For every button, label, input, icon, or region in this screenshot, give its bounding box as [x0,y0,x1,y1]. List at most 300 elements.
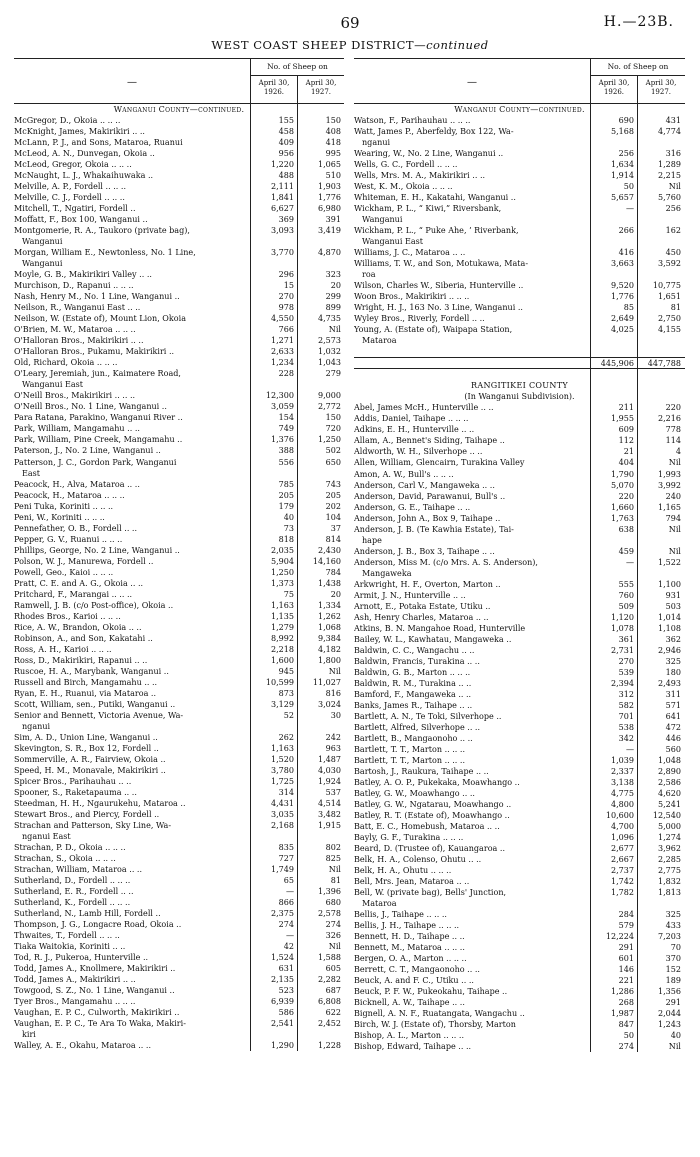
sheep-count-1927: 537 [325,787,341,797]
table-row [354,313,685,324]
owner-name-address: Russell and Birch, Mangamahu .. .. [14,677,158,687]
table-row [354,424,685,435]
table-row [14,666,344,677]
sheep-count-1926: 65 [283,876,294,886]
table-row [14,776,344,787]
sheep-count-1926: 2,667 [610,855,634,865]
sheep-count-1927: 2,573 [317,336,341,346]
sheep-count-1927: 2,282 [317,975,341,985]
owner-name-address: O'Leary, Jeremiah, jun., Kaimatere Road, [14,369,181,379]
sheep-count-1927: 325 [665,910,681,920]
table-row [14,192,344,203]
sheep-count-1927: 1,776 [317,193,341,203]
table-row [14,313,344,324]
sheep-count-1927: 274 [325,920,341,930]
sheep-count-1927: 2,452 [317,1019,341,1029]
sheep-count-1926: 785 [278,479,294,489]
sheep-count-1927: 641 [665,711,681,721]
sheep-count-1927: 408 [325,127,341,137]
table-row [14,479,344,490]
sheep-count-1927: 1,588 [317,953,341,963]
sheep-count-1927: 1,832 [657,877,681,887]
owner-name-address: Strachan, William, Mataroa .. .. [14,865,143,875]
sheep-count-1926: 1,987 [610,1009,634,1019]
header-dash: — [127,77,137,88]
sheep-count-1927: 2,285 [657,855,681,865]
table-row [354,623,685,634]
sheep-count-1926: 3,093 [270,226,294,236]
table-row [14,754,344,765]
sheep-count-1927: 370 [665,954,681,964]
sheep-count-1927: 2,578 [317,909,341,919]
table-row [354,247,685,258]
table-row [14,699,344,710]
table-row [354,546,685,557]
table-row [354,469,685,480]
sheep-count-1927: 70 [670,943,681,953]
table-row [14,434,344,445]
owner-name-address: Old, Richard, Okoia .. .. .. [14,358,118,368]
table-row [14,611,344,622]
owner-name-address: Berrett, C. T., Mangaonoho .. .. [354,965,480,975]
owner-name-address: Mitchell, T., Ngatiri, Fordell .. [14,204,136,214]
sheep-count-1926: 6,627 [270,204,294,214]
sheep-count-1927: 502 [325,446,341,456]
owner-name-address: Ryan, E. H., Ruanui, via Mataroa .. [14,688,157,698]
owner-name-address: McGregor, D., Okoia .. .. .. [14,116,121,126]
table-row [354,291,685,302]
sheep-count-1927: 1,487 [317,754,341,764]
sheep-count-1926: 1,660 [610,502,634,512]
header-date-1926: April 30, 1926. [250,75,297,103]
sheep-count-1927: Nil [668,458,681,468]
table-row [354,887,685,898]
table-row [354,402,685,413]
owner-name-address: Bailey, W. L., Kawhatau, Mangaweka .. [354,634,512,644]
sheep-count-1927: 299 [325,292,341,302]
table-row [354,788,685,799]
owner-name-address: Baldwin, R. M., Turakina .. .. [354,678,472,688]
sheep-count-1926: 1,220 [270,160,294,170]
sheep-count-1926: 6,939 [270,997,294,1007]
sheep-count-1927: 150 [325,413,341,423]
table-row [354,148,685,159]
sheep-count-1927: 2,215 [657,171,681,181]
sheep-count-1926: 274 [278,920,294,930]
sheep-count-1927: 899 [325,303,341,313]
owner-name-address: Ruscoe, H. A., Marybank, Wanganui .. [14,666,169,676]
table-row [14,302,344,313]
owner-name-address: Bamford, F., Mangaweka .. .. [354,689,472,699]
sheep-count-1926: 1,234 [270,358,294,368]
owner-name-address: Steedman, H. H., Ngaurukehu, Mataroa .. [14,798,186,808]
sheep-count-1926: 369 [278,215,294,225]
sheep-count-1926: 1,039 [610,755,634,765]
table-row [14,930,344,941]
owner-name-address: Belk, H. A., Colenso, Ohutu .. .. [354,855,482,865]
table-row [354,346,685,357]
owner-name-address: Tyer Bros., Mangamahu .. .. .. [14,997,136,1007]
sheep-count-1927: 1,289 [657,160,681,170]
column-rule [637,104,638,1052]
table-row [354,722,685,733]
owner-name-address: McLann, P. J., and Sons, Mataroa, Ruanui [14,138,183,148]
table-row [354,502,685,513]
sheep-count-1927: 12,540 [652,810,681,820]
table-row [14,765,344,776]
sheep-count-1926: 2,375 [270,909,294,919]
right-column [354,58,685,1052]
sheep-count-1927: 1,396 [317,887,341,897]
sheep-count-1927: 220 [665,403,681,413]
sheep-count-1927: 202 [325,501,341,511]
table-row [14,952,344,963]
table-row [354,524,685,535]
sheep-count-1927: Nil [668,182,681,192]
sheep-count-1927: 37 [330,523,341,533]
table-row [14,996,344,1007]
owner-name-address: Strachan, P. D., Okoia .. .. .. [14,843,126,853]
owner-name-address: Bicknell, A. W., Taihape .. .. [354,998,465,1008]
owner-name-address: Sommerville, A. R., Fairview, Okoia .. [14,754,166,764]
sheep-count-1927: 1,065 [317,160,341,170]
section-heading [354,380,685,391]
sheep-count-1927: 2,216 [657,414,681,424]
sheep-count-1926: 42 [283,942,294,952]
table-row [354,678,685,689]
sheep-count-1927: 1,915 [317,821,341,831]
owner-name-address: nganui [22,721,51,731]
owner-name-address: Bartlett, T. T., Marton .. .. .. [354,744,466,754]
sheep-count-1927: 503 [665,601,681,611]
table-row [14,159,344,170]
sheep-count-1927: 4,155 [657,325,681,335]
sheep-count-1927: 1,903 [317,182,341,192]
owner-name-address: Pritchard, F., Marangai .. .. .. [14,589,133,599]
table-row [354,865,685,876]
owner-name-address: Wright, H. J., 163 No. 3 Line, Wanganui .. [354,303,523,313]
sheep-count-1926: 2,633 [270,347,294,357]
sheep-count-1927: 622 [325,1008,341,1018]
row-continuation [354,269,685,280]
owner-name-address: Ash, Henry Charles, Mataroa .. .. [354,612,489,622]
sheep-count-1926: 1,120 [610,612,634,622]
sheep-count-1927: 362 [665,634,681,644]
sheep-count-1927: 472 [665,722,681,732]
sheep-count-1926: 5,657 [610,193,634,203]
owner-name-address: Abel, James McH., Hunterville .. .. [354,403,494,413]
table-row [14,346,344,357]
owner-name-address: Bishop, A. L., Marton .. .. .. [354,1031,465,1041]
sheep-count-1926: 52 [283,710,294,720]
table-row [354,1008,685,1019]
owner-name-address: nganui [362,138,391,148]
owner-name-address: Aldworth, W. H., Silverhope .. .. [354,447,483,457]
owner-name-address: Batley, R. T. (Estate of), Moawhango .. [354,810,510,820]
owner-name-address: Senior and Bennett, Victoria Avenue, Wa- [14,710,184,720]
owner-name-address: Park, William, Pine Creek, Mangamahu .. [14,435,183,445]
sheep-count-1926: — [285,931,294,941]
owner-name-address: Nash, Henry M., No. 1 Line, Wanganui .. [14,292,180,302]
owner-name-address: Mataroa [362,899,397,909]
sheep-count-1927: Nil [328,666,341,676]
table-row [354,766,685,777]
sheep-count-1926: 2,218 [270,644,294,654]
owner-name-address: Rice, A. W., Brandon, Okoia .. .. [14,622,142,632]
owner-name-address: Woon Bros., Makirikiri .. .. .. [354,292,470,302]
table-row [14,919,344,930]
sheep-count-1927: 9,384 [317,633,341,643]
sheep-count-1926: 690 [618,116,634,126]
table-row [354,711,685,722]
sheep-count-1926: 978 [278,303,294,313]
sheep-count-1927: 189 [665,976,681,986]
table-row [354,369,685,380]
table-row [14,423,344,434]
sheep-count-1927: Nil [668,546,681,556]
sheep-count-1926: 228 [278,369,294,379]
sheep-count-1926: 1,163 [270,743,294,753]
owner-name-address: O'Halloran Bros., Pukamu, Makirikiri .. [14,347,175,357]
table-row [14,501,344,512]
owner-name-address: Bell, W. (private bag), Bells' Junction, [354,888,507,898]
table-row [354,876,685,887]
table-row [354,457,685,468]
sheep-count-1927: 687 [325,986,341,996]
sheep-count-1926: 4,431 [270,798,294,808]
owner-name-address: Speed, H. M., Monavale, Makirikiri .. [14,765,166,775]
owner-name-address: Adkins, E. H., Hunterville .. .. [354,425,475,435]
sheep-count-1927: 14,160 [312,556,341,566]
section-heading [354,104,685,115]
table-row [354,799,685,810]
sheep-count-1926: 85 [623,303,634,313]
table-row [354,557,685,568]
sheep-count-1927: 3,992 [657,480,681,490]
table-row [354,126,685,137]
table-row [14,512,344,523]
sheep-count-1926: 50 [623,1031,634,1041]
sheep-count-1927: 11,027 [312,677,341,687]
sheep-count-1926: 10,599 [265,677,294,687]
sheep-count-1926: 458 [278,127,294,137]
owner-name-address: Arnott, E., Potaka Estate, Utiku .. [354,601,491,611]
sheep-count-1926: 1,290 [270,1041,294,1051]
owner-name-address: Peacock, H., Mataroa .. .. .. [14,490,125,500]
table-row [354,159,685,170]
owner-name-address: hape [362,535,382,545]
owner-name-address: Bartlett, Alfred, Silverhope .. .. [354,722,481,732]
sheep-count-1927: 446 [665,733,681,743]
sheep-count-1927: 6,808 [317,997,341,1007]
owner-name-address: Montgomerie, R. A., Taukoro (private bag), [14,226,190,236]
table-row [14,412,344,423]
sheep-count-1926: 5,070 [610,480,634,490]
sheep-count-1927: 325 [665,656,681,666]
sheep-count-1926: 21 [623,447,634,457]
owner-name-address: Anderson, J. B., Box 3, Taihape .. .. [354,546,495,556]
row-continuation [14,379,344,390]
sheep-count-1927: 2,430 [317,545,341,555]
left-table-body [14,104,344,1051]
owner-name-address: roa [362,270,376,280]
owner-name-address: Neilson, W. (Estate of), Mount Lion, Okoia [14,314,186,324]
sheep-count-1926: 1,524 [270,953,294,963]
table-row [14,1018,344,1029]
right-table-body [354,104,685,1052]
table-row [354,700,685,711]
sheep-count-1926: 221 [618,976,634,986]
owner-name-address: Wickham, P. L., “ Puke Ahe, ’ Riverbank, [354,226,519,236]
owner-name-address: Pepper, G. V., Ruanui .. .. .. [14,534,123,544]
owner-name-address: Wearing, W., No. 2 Line, Wanganui .. [354,149,504,159]
owner-name-address: Beuck, A. and F. C., Utiku .. .. [354,976,474,986]
table-row [14,710,344,721]
owner-name-address: Ross, A. H., Karioi .. .. .. [14,644,112,654]
table-row [354,942,685,953]
table-row [14,897,344,908]
sheep-count-1926: 1,078 [610,623,634,633]
table-row [354,324,685,335]
sheep-count-1926: 2,394 [610,678,634,688]
owner-name-address: Paterson, J., No. 2 Line, Wanganui .. [14,446,161,456]
sheep-count-1927: 720 [325,424,341,434]
owner-name-address: Ross, D., Makirikiri, Rapanui .. .. [14,655,148,665]
owner-name-address: Anderson, Miss M. (c/o Mrs. A. S. Anderson), [354,557,538,567]
table-row [14,886,344,897]
sheep-count-1926: 866 [278,898,294,908]
owner-name-address: Wells, G. C., Fordell .. .. .. [354,160,458,170]
sheep-count-1927: 4,774 [657,127,681,137]
owner-name-address: Addis, Daniel, Taihape .. .. .. [354,414,469,424]
owner-name-address: Baldwin, C. C., Wangachu .. .. [354,645,475,655]
sheep-count-1926: 523 [278,986,294,996]
owner-name-address: Powell, Geo., Kaioi .. .. .. [14,567,114,577]
owner-name-address: Armit, J. N., Hunterville .. .. [354,590,466,600]
sheep-count-1926: 539 [618,667,634,677]
owner-name-address: Bergen, O. A., Marton .. .. .. [354,954,467,964]
sheep-count-1927: 81 [670,303,681,313]
column-rule [297,104,298,1051]
sheep-count-1927: 560 [665,744,681,754]
table-row [14,622,344,633]
row-continuation [354,898,685,909]
row-continuation [14,468,344,479]
row-continuation [14,1029,344,1040]
table-row [14,963,344,974]
table-row [14,589,344,600]
table-row [14,578,344,589]
sheep-count-1926: 416 [618,248,634,258]
sheep-count-1926: 155 [278,116,294,126]
owner-name-address: Wells, Mrs. M. A., Makirikiri .. .. [354,171,486,181]
table-row [354,986,685,997]
owner-name-address: Stewart Bros., and Piercy, Fordell .. [14,810,160,819]
table-row [14,401,344,412]
sheep-count-1926: 2,677 [610,844,634,854]
sheep-count-1926: 1,096 [610,833,634,843]
row-continuation [354,335,685,346]
table-row [14,556,344,567]
sheep-count-1926: 75 [283,589,294,599]
sheep-count-1926: 1,782 [610,888,634,898]
sheep-count-1927: 9,000 [317,391,341,401]
sheep-count-1926: 818 [278,534,294,544]
sheep-count-1927: 162 [665,226,681,236]
sheep-count-1927: 4,182 [317,644,341,654]
owner-name-address: Wanganui County—continued. [113,105,245,114]
owner-name-address: Batley, A. O. P., Pukekaka, Moawhango .. [354,777,520,787]
header-dash: — [467,77,477,88]
sheep-count-1927: 784 [325,567,341,577]
right-table-header [354,58,685,104]
owner-name-address: Sutherland, E. R., Fordell .. .. [14,887,134,897]
sheep-count-1926: — [625,744,634,754]
sheep-count-1926: 1,725 [270,776,294,786]
table-row [14,203,344,214]
owner-name-address: Watson, F., Parihauhau .. .. .. [354,116,471,126]
sheep-count-1926: 1,841 [270,193,294,203]
sheep-count-1927: 6,980 [317,204,341,214]
sheep-count-1926: 3,780 [270,765,294,775]
sheep-count-1926: 847 [618,1020,634,1030]
table-row [354,810,685,821]
sheep-count-1927: 2,750 [657,314,681,324]
owner-name-address: Melville, A. P., Fordell .. .. .. [14,182,127,192]
sheep-count-1927: 1,356 [657,987,681,997]
table-row [354,480,685,491]
table-row [14,644,344,655]
table-row [14,457,344,468]
table-row [354,997,685,1008]
sheep-count-1927: 1,438 [317,578,341,588]
owner-name-address: Bennett, H. D., Taihape .. .. [354,932,465,942]
table-row [354,909,685,920]
sheep-count-1927: 431 [665,116,681,126]
sheep-count-1926: 314 [278,787,294,797]
sheep-count-1927: 30 [330,710,341,720]
table-row [354,744,685,755]
sheep-count-1926: 749 [278,424,294,434]
owner-name-address: Mangaweka [362,568,412,578]
table-row [14,677,344,688]
owner-name-address: Williams, T. W., and Son, Motukawa, Mata- [354,259,529,269]
table-row [14,732,344,743]
sheep-count-1926: 342 [618,733,634,743]
sheep-count-1926: 73 [283,523,294,533]
sheep-count-1927: 605 [325,964,341,974]
sheep-count-1927: 1,243 [657,1020,681,1030]
sheep-count-1927: 2,775 [657,866,681,876]
sheep-count-1926: 409 [278,138,294,148]
owner-name-address: Amon, A. W., Bull's .. .. .. [354,469,454,479]
table-row [14,445,344,456]
sheep-count-1926: 1,914 [610,171,634,181]
total-row [354,357,685,369]
owner-name-address: Skevington, S. R., Box 12, Fordell .. [14,743,159,753]
sheep-count-1927: 1,014 [657,612,681,622]
owner-name-address: Wyley Bros., Riverly, Fordell .. .. [354,314,485,324]
sheep-count-1927: 240 [665,491,681,501]
table-row [14,864,344,875]
table-row [14,688,344,699]
sheep-count-1927: 571 [665,700,681,710]
owner-name-address: Batley, G. W., Ngatarau, Moawhango .. [354,799,512,809]
header-no-of-sheep: No. of Sheep on [250,59,344,76]
owner-name-address: Wanganui [362,215,403,225]
owner-name-address: Young, A. (Estate of), Waipapa Station, [354,325,513,335]
table-row [14,126,344,137]
